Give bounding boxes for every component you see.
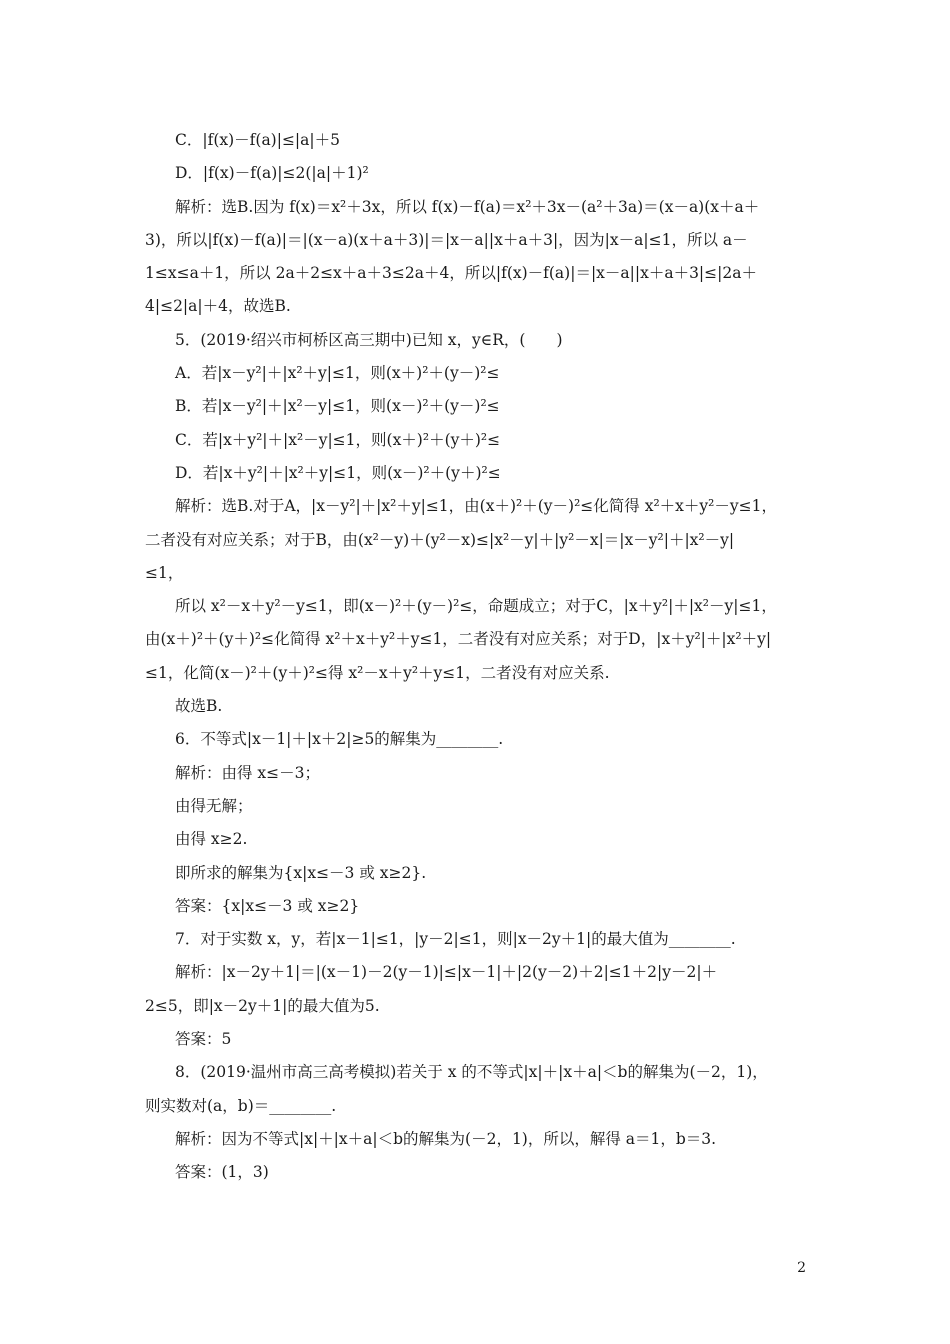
text-line: 二者没有对应关系；对于B，由(x²－y)＋(y²－x)≤|x²－y|＋|y²－x|＝|x－y²|＋|x²－y|	[145, 530, 735, 549]
text-line: 4|≤2|a|＋4，故选B.	[145, 297, 291, 316]
text-line: 8．(2019·温州市高三高考模拟)若关于 x 的不等式|x|＋|x＋a|＜b的解集为(－2，1)，	[175, 1063, 768, 1082]
text-line: B．若|x－y²|＋|x²－y|≤1，则(x－)²＋(y－)²≤	[175, 397, 500, 416]
text-line: ≤1，化简(x－)²＋(y＋)²≤得 x²－x＋y²＋y≤1，二者没有对应关系.	[145, 663, 610, 682]
text-line: 6．不等式|x－1|＋|x＋2|≥5的解集为________.	[175, 730, 504, 749]
text-line: 1≤x≤a＋1，所以 2a＋2≤x＋a＋3≤2a＋4，所以|f(x)－f(a)|＝|x－a||x＋a＋3|≤|2a＋	[145, 264, 757, 283]
page-number: 2	[797, 1260, 806, 1276]
text-line: 故选B.	[175, 697, 223, 716]
text-line: 由得 x≥2.	[175, 830, 248, 849]
text-line: D．|f(x)－f(a)|≤2(|a|＋1)²	[175, 164, 369, 183]
text-line: 解析：选B.对于A，|x－y²|＋|x²＋y|≤1，由(x＋)²＋(y－)²≤化简得 x²＋x＋y²－y≤1，	[175, 497, 777, 516]
text-line: 2≤5，即|x－2y＋1|的最大值为5.	[145, 996, 380, 1015]
text-line: ≤1，	[145, 563, 184, 582]
text-line: 解析：由得 x≤－3；	[175, 763, 321, 782]
text-line: 解析：选B.因为 f(x)＝x²＋3x，所以 f(x)－f(a)＝x²＋3x－(a²＋3a)＝(x－a)(x＋a＋	[175, 197, 760, 216]
text-line: 解析：因为不等式|x|＋|x＋a|＜b的解集为(－2，1)，所以，解得 a＝1，b＝3.	[175, 1129, 717, 1148]
text-line: 3)，所以|f(x)－f(a)|＝|(x－a)(x＋a＋3)|＝|x－a||x＋a＋3|，因为|x－a|≤1，所以 a－	[145, 230, 748, 249]
text-line: 则实数对(a，b)＝________.	[145, 1096, 337, 1115]
document-body	[145, 124, 810, 1190]
text-line: 由(x＋)²＋(y＋)²≤化简得 x²＋x＋y²＋y≤1，二者没有对应关系；对于D，|x＋y²|＋|x²＋y|	[145, 630, 772, 649]
text-line: 即所求的解集为{x|x≤－3 或 x≥2}.	[175, 863, 427, 882]
text-line: 答案：{x|x≤－3 或 x≥2}	[175, 896, 360, 915]
text-line: D．若|x＋y²|＋|x²＋y|≤1，则(x－)²＋(y＋)²≤	[175, 463, 501, 482]
text-line: 由得无解；	[175, 796, 253, 815]
text-line: A．若|x－y²|＋|x²＋y|≤1，则(x＋)²＋(y－)²≤	[175, 364, 500, 383]
text-line: 答案：5	[175, 1030, 232, 1049]
text-line: 7．对于实数 x，y，若|x－1|≤1，|y－2|≤1，则|x－2y＋1|的最大值为________.	[175, 930, 736, 949]
text-line: 答案：(1，3)	[175, 1163, 269, 1182]
text-line: C．若|x＋y²|＋|x²－y|≤1，则(x＋)²＋(y＋)²≤	[175, 430, 501, 449]
text-line: 解析：|x－2y＋1|＝|(x－1)－2(y－1)|≤|x－1|＋|2(y－2)＋2|≤1＋2|y－2|＋	[175, 963, 718, 982]
text-line: 5．(2019·绍兴市柯桥区高三期中)已知 x，y∈R，( )	[175, 330, 563, 349]
text-line: C．|f(x)－f(a)|≤|a|＋5	[175, 131, 340, 149]
text-line: 所以 x²－x＋y²－y≤1，即(x－)²＋(y－)²≤，命题成立；对于C，|x＋y²|＋|x²－y|≤1，	[175, 597, 777, 616]
